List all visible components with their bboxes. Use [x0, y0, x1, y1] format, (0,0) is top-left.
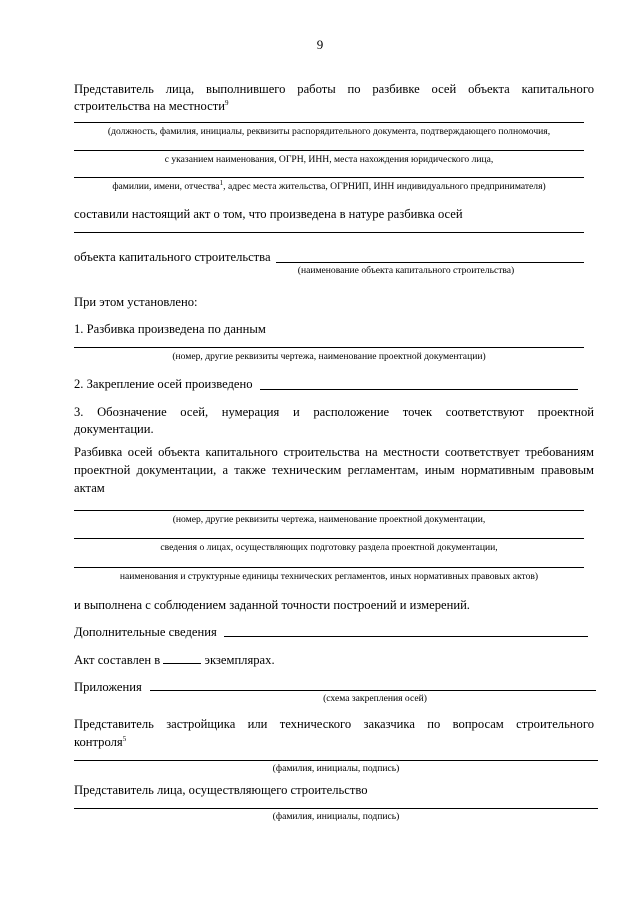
footnote-ref: 9	[224, 98, 229, 107]
requirements-line-3	[74, 567, 584, 568]
act-statement: составили настоящий акт о том, что произведена в натуре разбивка осей	[74, 207, 463, 221]
performer-details-line	[74, 122, 584, 123]
caption-performer-3: фамилии, имени, отчества$^1$, адрес места жительства, ОГРНИП, ИНН индивидуального предпринимателя)	[112, 178, 546, 192]
item-2: 2. Закрепление осей произведено	[74, 377, 253, 391]
conformity-line2: проектной документации, а также техническим регламентам, иным нормативным правовым	[74, 463, 594, 477]
attachments-line	[150, 690, 596, 691]
copies-statement: Акт составлен в экземплярах.	[74, 650, 594, 669]
item-1: 1. Разбивка произведена по данным	[74, 322, 266, 336]
builder-sign-line	[74, 808, 598, 809]
page-number: 9	[316, 37, 324, 52]
performer-details-line-2	[74, 150, 584, 151]
performer-rep-line1: Представитель лица, выполнившего работы по разбивке осей объекта капитального	[74, 82, 594, 96]
caption-requirements-2: сведения о лицах, осуществляющих подготовку раздела проектной документации,	[160, 542, 498, 553]
act-statement-line	[74, 232, 584, 233]
performer-rep-line2: строительства на местности$^9$	[74, 98, 229, 113]
accuracy-statement: и выполнена с соблюдением заданной точности построений и измерений.	[74, 598, 470, 612]
developer-sign-line	[74, 760, 598, 761]
caption-scheme: (схема закрепления осей)	[323, 693, 427, 704]
performer-details-line-3	[74, 177, 584, 178]
caption-developer-sign: (фамилия, инициалы, подпись)	[272, 763, 400, 774]
caption-item-1: (номер, другие реквизиты чертежа, наименование проектной документации)	[172, 351, 486, 362]
requirements-line-1	[74, 510, 584, 511]
caption-requirements-1: (номер, другие реквизиты чертежа, наименование проектной документации,	[172, 514, 486, 525]
additional-info-label: Дополнительные сведения	[74, 625, 217, 639]
requirements-line-2	[74, 538, 584, 539]
conformity-line3: актам	[74, 481, 105, 495]
additional-info-line	[224, 636, 588, 637]
developer-rep-line1: Представитель застройщика или технического заказчика по вопросам строительного	[74, 717, 594, 731]
attachments-label: Приложения	[74, 680, 142, 694]
caption-performer-1: (должность, фамилия, инициалы, реквизиты распорядительного документа, подтверждающего полномочия,	[107, 126, 551, 137]
item-1-line	[74, 347, 584, 348]
caption-requirements-3: наименования и структурные единицы технических регламентов, иных нормативных правовых актов)	[119, 571, 539, 582]
object-name-line	[276, 262, 584, 263]
caption-builder-sign: (фамилия, инициалы, подпись)	[272, 811, 400, 822]
copies-count-blank	[163, 650, 201, 664]
object-label: объекта капитального строительства	[74, 250, 271, 264]
item-3-line2: документации.	[74, 422, 154, 436]
item-2-line	[260, 389, 578, 390]
builder-rep: Представитель лица, осуществляющего строительство	[74, 783, 368, 797]
caption-object-name: (наименование объекта капитального строительства)	[297, 265, 515, 276]
footnote-ref: 5	[122, 734, 127, 743]
caption-performer-2: с указанием наименования, ОГРН, ИНН, места нахождения юридического лица,	[164, 154, 494, 165]
established-heading: При этом установлено:	[74, 295, 198, 309]
item-3-line1: 3. Обозначение осей, нумерация и расположение точек соответствуют проектной	[74, 405, 594, 419]
conformity-line1: Разбивка осей объекта капитального строительства на местности соответствует требованиям	[74, 445, 594, 459]
developer-rep-line2: контроля$^5$	[74, 734, 127, 749]
